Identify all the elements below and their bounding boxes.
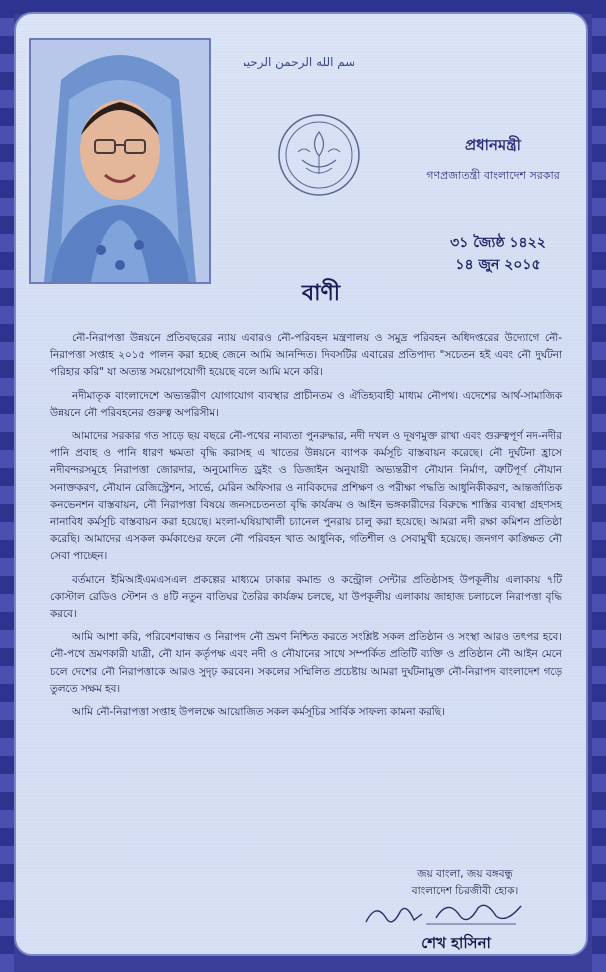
paragraph: আমাদের সরকার গত সাড়ে ছয় বছরে নৌ-পথের নাব্যতা পুনরুদ্ধার, নদী দখল ও দূষণমুক্ত রাখা এবং গুরুত্বপূর্ণ নদ-নদীর পানি প্রবাহ ও পানি ধারণ ক্ষমতা বৃদ্ধি করাসহ এ খাতের উন্নয়নে ব্যাপক কর্মসূচি বাস্তবায়ন করেছে। নৌ দুর্ঘটনা হ্রাসে নদীবন্দরসমূহে নিরাপত্তা জোরদার, অনুমোদিত ড্রইং ও ডিজাইন অনুযায়ী অভ্যন্তরীণ নৌযান নির্মাণ, ত্রুটিপূর্ণ নৌযান সনাক্তকরণ, নৌযান রেজিস্ট্রেশন, সার্ভে, মেরিন অফিসার ও নাবিকদের প্রশিক্ষণ ও পরীক্ষা পদ্ধতি আধুনিকীকরণ, আন্তর্জাতিক কনভেনশন বাস্তবায়ন, নৌ নিরাপত্তা বিষয়ে জনসচেতনতা বৃদ্ধি কার্যক্রম ও আইন ভঙ্গকারীদের বিরুদ্ধে শাস্তির ব্যবস্থা গ্রহণসহ নানাবিধ কর্মসূচি বাস্তবায়ন করা হয়েছে। মংলা-ঘষিয়াখালী চ্যানেল পুনরায় চালু করা হয়েছে। আমরা নদী রক্ষা কমিশন প্রতিষ্ঠা করেছি। আমাদের এসকল কর্মকাণ্ডের ফলে নৌ পরিবহন খাত আধুনিক, গতিশীল ও সেবামুখী হয়েছে। জনগণ কাঙ্ক্ষিত নৌ সেবা পাচ্ছেন।: [50, 430, 562, 563]
closing-line-2: বাংলাদেশ চিরজীবী হোক।: [411, 885, 519, 897]
government-seal-icon: [276, 112, 362, 198]
bismillah-calligraphy: [244, 48, 354, 74]
office-block: [408, 134, 578, 186]
handwritten-signature: [356, 894, 536, 934]
paragraph: নৌ-নিরাপত্তা উন্নয়নে প্রতিবছরের ন্যায় এবারও নৌ-পরিবহন মন্ত্রণালয় ও সমুদ্র পরিবহন অধিদপ্তরের উদ্যোগে নৌ-নিরাপত্তা সপ্তাহ ২০১৫ পালন করা হচ্ছে জেনে আমি আনন্দিত। দিবসটির এবারের প্রতিপাদ্য "সচেতন হই এবং নৌ দুর্ঘটনা পরিহার করি" যা অত্যন্ত সময়োপযোগী হয়েছে বলে আমি মনে করি।: [50, 332, 562, 379]
right-border-stripe: [592, 0, 606, 972]
paragraph: আমি নৌ-নিরাপত্তা সপ্তাহ উপলক্ষে আয়োজিত সকল কর্মসূচির সার্বিক সাফল্য কামনা করছি।: [72, 706, 445, 719]
paragraph: নদীমাতৃক বাংলাদেশে অভ্যন্তরীণ যোগাযোগ ব্যবস্থার প্রাচীনতম ও ঐতিহ্যবাহী মাধ্যম নৌপথ। এদেশের আর্থ-সামাজিক উন্নয়নে নৌ পরিবহনের গুরুত্ব অপরিসীম।: [50, 389, 562, 419]
closing-line-1: জয় বাংলা, জয় বঙ্গবন্ধু: [417, 868, 513, 880]
message-body: [50, 330, 562, 727]
paragraph: বর্তমানে ইমিআইএমএসএল প্রকল্পের মাধ্যমে ঢাকার কমান্ড ও কন্ট্রোল সেন্টার প্রতিষ্ঠাসহ উপকূলীয় এলাকায় ৭টি কোস্টাল রেডিও স্টেশন ও ৪টি নতুন বাতিঘর তৈরির কার্যক্রম চলছে, যা উপকূলীয় এলাকায় জাহাজ চলাচলে নিরাপত্তা বৃদ্ধি করবে।: [50, 573, 562, 621]
paragraph: আমি আশা করি, পরিবেশবান্ধব ও নিরাপদ নৌ ভ্রমণ নিশ্চিত করতে সংশ্লিষ্ট সকল প্রতিষ্ঠান ও সংস্থা আরও তৎপর হবে। নৌ-পথে ভ্রমণকারী যাত্রী, নৌ যান কর্তৃপক্ষ এবং নদী ও নৌযানের সাথে সম্পর্কিত প্রতিটি ব্যক্তি ও প্রতিষ্ঠান নৌ আইন মেনে চলে দেশের নৌ নিরাপত্তাকে আরও সুদৃঢ় করবেন। সকলের সম্মিলিত প্রচেষ্টায় আমরা দুর্ঘটনামুক্ত নৌ-নিরাপদ বাংলাদেশ গড়ে তুলতে সক্ষম হব।: [50, 631, 562, 695]
portrait-illustration: [31, 40, 209, 282]
date-bangla: ৩১ জ্যৈষ্ঠ ১৪২২: [450, 235, 546, 251]
date-block: [418, 232, 578, 276]
office-title: প্রধানমন্ত্রী: [465, 136, 521, 154]
message-card: [14, 12, 588, 956]
date-english: ১৪ জুন ২০১৫: [455, 257, 541, 273]
left-border-stripe: [0, 0, 14, 972]
signer-name: শেখ হাসিনা: [421, 934, 491, 952]
portrait-photo: [29, 38, 211, 284]
office-subtitle: গণপ্রজাতন্ত্রী বাংলাদেশ সরকার: [426, 169, 560, 182]
message-heading: বাণী: [301, 281, 341, 306]
svg-text:بسم الله الرحمن الرحيم: بسم الله الرحمن الرحيم: [244, 55, 354, 69]
